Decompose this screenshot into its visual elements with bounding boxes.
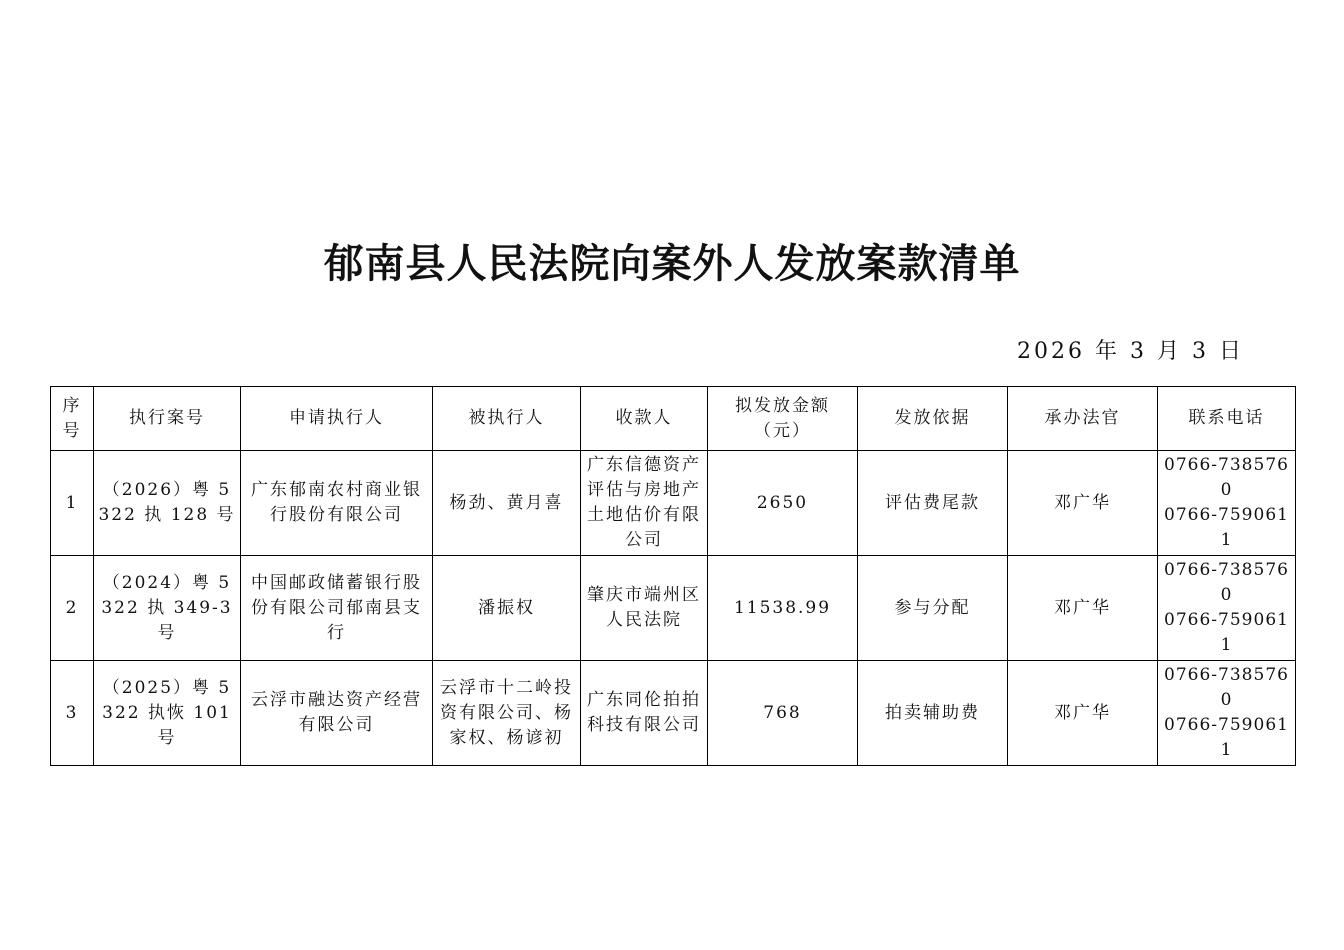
table-row (51, 661, 1296, 766)
header-cell-no: 序号 (51, 387, 94, 451)
table-row (51, 451, 1296, 556)
cell-respondent: 潘振权 (433, 556, 581, 661)
cell-case-no: （2025）粤 5322 执恢 101 号 (94, 661, 241, 766)
cell-case-no: （2026）粤 5322 执 128 号 (94, 451, 241, 556)
document-title: 郁南县人民法院向案外人发放案款清单 (323, 240, 1021, 287)
phone-number-1: 0766-7385760 (1164, 665, 1289, 710)
phone-number-1: 0766-7385760 (1164, 455, 1289, 500)
cell-judge: 邓广华 (1008, 451, 1158, 556)
cell-basis: 拍卖辅助费 (858, 661, 1008, 766)
phone-number-2: 0766-7590611 (1164, 715, 1289, 760)
cell-payee: 肇庆市端州区人民法院 (581, 556, 708, 661)
table-row (51, 556, 1296, 661)
cell-no: 1 (51, 451, 94, 556)
header-cell-basis: 发放依据 (858, 387, 1008, 451)
table-header-row (51, 387, 1296, 451)
cell-phone (1158, 661, 1296, 766)
header-cell-respondent: 被执行人 (433, 387, 581, 451)
cell-respondent: 杨劲、黄月喜 (433, 451, 581, 556)
cell-judge: 邓广华 (1008, 661, 1158, 766)
cell-phone (1158, 556, 1296, 661)
cell-applicant: 广东郁南农村商业银行股份有限公司 (241, 451, 433, 556)
cell-applicant: 中国邮政储蓄银行股份有限公司郁南县支行 (241, 556, 433, 661)
cell-respondent: 云浮市十二岭投资有限公司、杨家权、杨谚初 (433, 661, 581, 766)
header-cell-amount: 拟发放金额（元） (708, 387, 858, 451)
header-cell-judge: 承办法官 (1008, 387, 1158, 451)
header-cell-applicant: 申请执行人 (241, 387, 433, 451)
cell-payee: 广东信德资产评估与房地产土地估价有限公司 (581, 451, 708, 556)
cell-phone (1158, 451, 1296, 556)
cell-no: 2 (51, 556, 94, 661)
cell-judge: 邓广华 (1008, 556, 1158, 661)
phone-number-1: 0766-7385760 (1164, 560, 1289, 605)
cell-applicant: 云浮市融达资产经营有限公司 (241, 661, 433, 766)
cell-no: 3 (51, 661, 94, 766)
cell-amount: 11538.99 (708, 556, 858, 661)
cell-amount: 2650 (708, 451, 858, 556)
header-cell-payee: 收款人 (581, 387, 708, 451)
document-date: 2026 年 3 月 3 日 (1017, 339, 1244, 364)
cell-payee: 广东同伦拍拍科技有限公司 (581, 661, 708, 766)
cell-basis: 评估费尾款 (858, 451, 1008, 556)
header-cell-phone: 联系电话 (1158, 387, 1296, 451)
cell-amount: 768 (708, 661, 858, 766)
header-cell-case-no: 执行案号 (94, 387, 241, 451)
phone-number-2: 0766-7590611 (1164, 610, 1289, 655)
payment-list-table (50, 386, 1296, 766)
phone-number-2: 0766-7590611 (1164, 505, 1289, 550)
cell-case-no: （2024）粤 5322 执 349-3 号 (94, 556, 241, 661)
cell-basis: 参与分配 (858, 556, 1008, 661)
